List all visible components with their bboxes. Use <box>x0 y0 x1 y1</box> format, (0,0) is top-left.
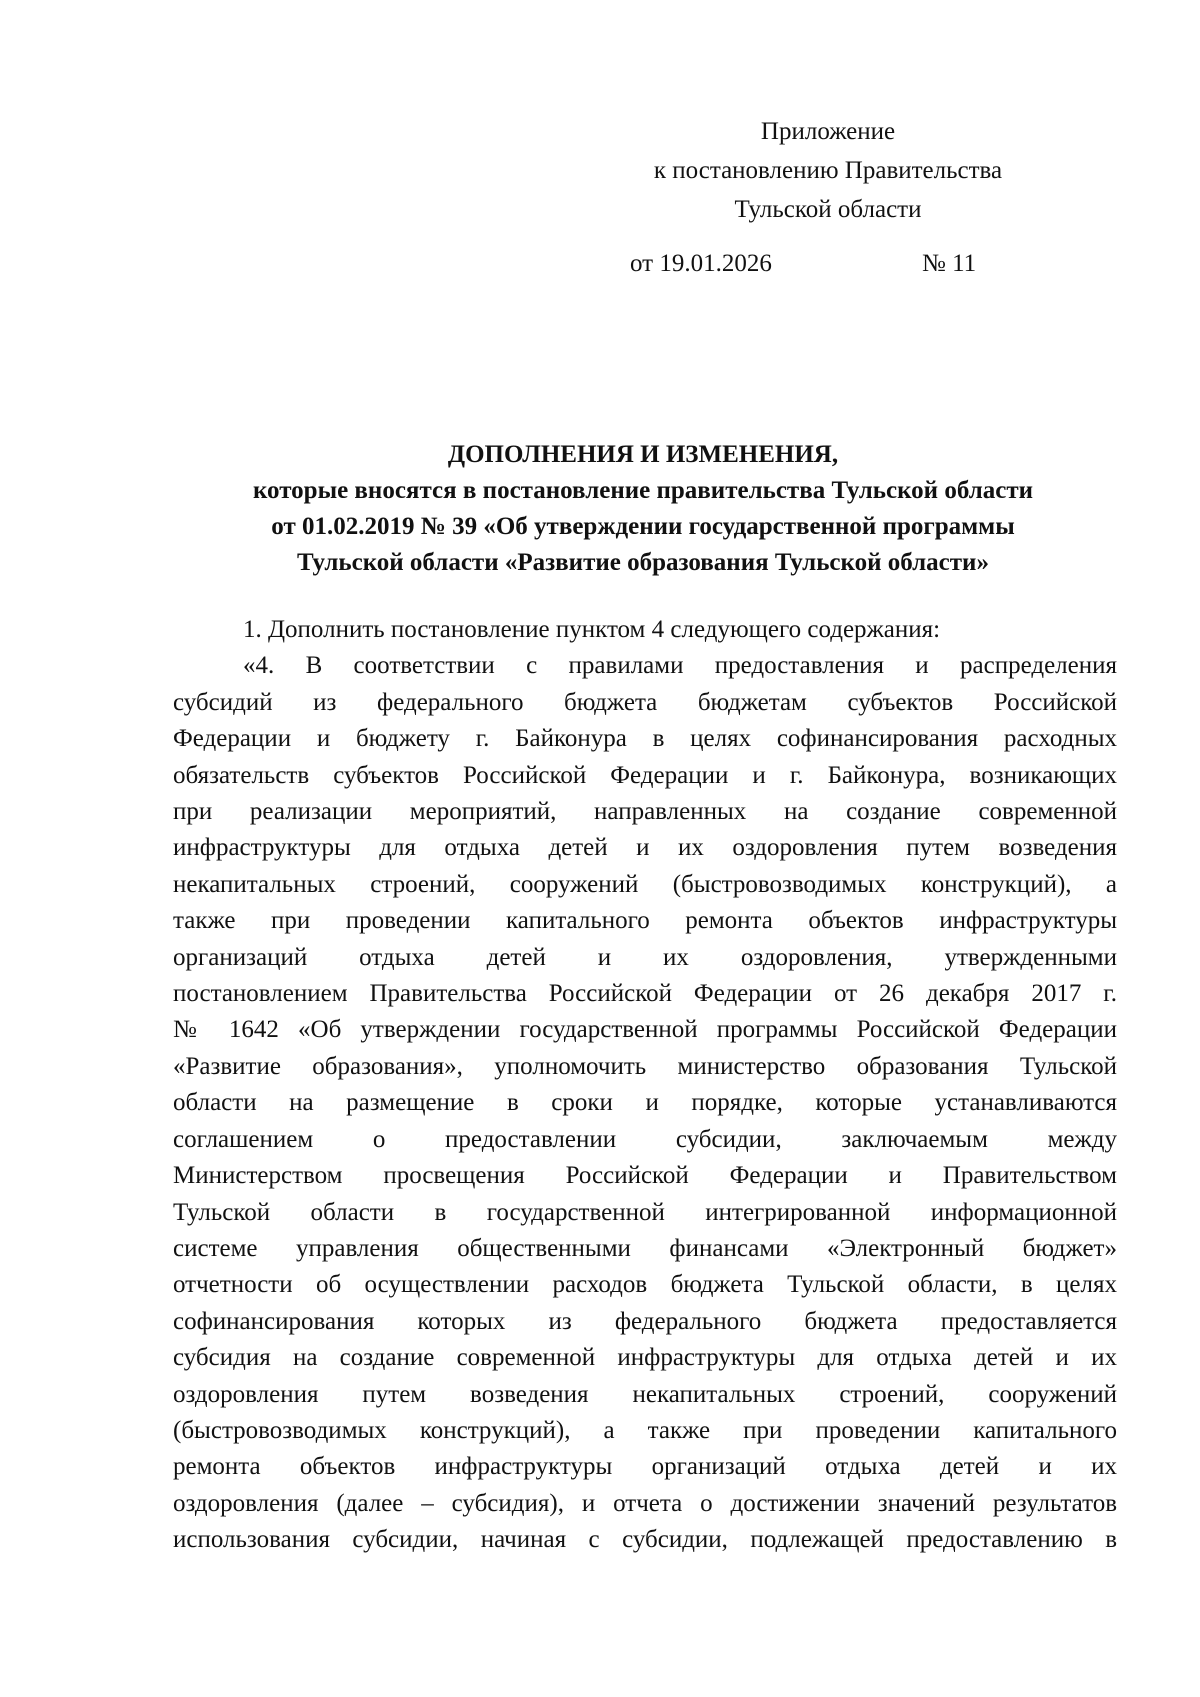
document-body <box>173 612 1117 1559</box>
body-line: постановлением Правительства Российской Федерации от 26 декабря 2017 г. <box>173 980 1117 1008</box>
title-line-4: Тульской области «Развитие образования Тульской области» <box>297 549 989 576</box>
approval-reference: к постановлению Правительства <box>653 157 1003 184</box>
body-line: субсидия на создание современной инфраструктуры для отдыха детей и их <box>173 1344 1117 1372</box>
body-line: инфраструктуры для отдыха детей и их оздоровления путем возведения <box>173 834 1117 862</box>
document-title <box>170 437 1116 581</box>
approval-region: Тульской области <box>734 196 922 223</box>
body-line: (быстровозводимых конструкций), а также при проведении капитального <box>173 1416 1117 1444</box>
body-line: системе управления общественными финансами «Электронный бюджет» <box>173 1234 1117 1262</box>
approval-block <box>618 112 1038 229</box>
title-line-3: от 01.02.2019 № 39 «Об утверждении государственной программы <box>271 513 1015 540</box>
body-line: ремонта объектов инфраструктуры организаций отдыха детей и их <box>173 1453 1117 1481</box>
body-line: также при проведении капитального ремонта объектов инфраструктуры <box>173 907 1117 935</box>
title-line-1: ДОПОЛНЕНИЯ И ИЗМЕНЕНИЯ, <box>447 441 839 468</box>
body-line: соглашением о предоставлении субсидии, заключаемым между <box>173 1125 1117 1153</box>
body-line: Федерации и бюджету г. Байконура в целях софинансирования расходных <box>173 725 1117 753</box>
body-line: оздоровления путем возведения некапитальных строений, сооружений <box>173 1380 1117 1408</box>
body-line: использования субсидии, начиная с субсидии, подлежащей предоставлению в <box>173 1526 1117 1554</box>
title-line-2: которые вносятся в постановление правительства Тульской области <box>252 477 1034 504</box>
body-line: «4. В соответствии с правилами предоставления и распределения <box>243 652 1117 680</box>
body-line: организаций отдыха детей и их оздоровления, утвержденными <box>173 943 1117 971</box>
body-line: софинансирования которых из федерального бюджета предоставляется <box>173 1307 1117 1335</box>
body-line: некапитальных строений, сооружений (быстровозводимых конструкций), а <box>173 870 1117 898</box>
approval-number: № 11 <box>922 250 977 277</box>
body-line: при реализации мероприятий, направленных на создание современной <box>173 798 1117 826</box>
approval-heading: Приложение <box>760 118 896 145</box>
body-line: № 1642 «Об утверждении государственной программы Российской Федерации <box>173 1016 1117 1044</box>
body-line: Министерством просвещения Российской Федерации и Правительством <box>173 1162 1117 1190</box>
body-line: отчетности об осуществлении расходов бюджета Тульской области, в целях <box>173 1271 1117 1299</box>
body-line: Тульской области в государственной интегрированной информационной <box>173 1198 1117 1226</box>
body-line: субсидий из федерального бюджета бюджетам субъектов Российской <box>173 688 1117 716</box>
approval-date: от 19.01.2026 <box>630 250 772 277</box>
body-line: оздоровления (далее – субсидия), и отчета о достижении значений результатов <box>173 1489 1117 1517</box>
body-line: обязательств субъектов Российской Федерации и г. Байконура, возникающих <box>173 761 1117 789</box>
paragraph-1: 1. Дополнить постановление пунктом 4 следующего содержания: <box>243 616 941 643</box>
body-line: области на размещение в сроки и порядке, которые устанавливаются <box>173 1089 1117 1117</box>
body-line: «Развитие образования», уполномочить министерство образования Тульской <box>173 1052 1117 1080</box>
